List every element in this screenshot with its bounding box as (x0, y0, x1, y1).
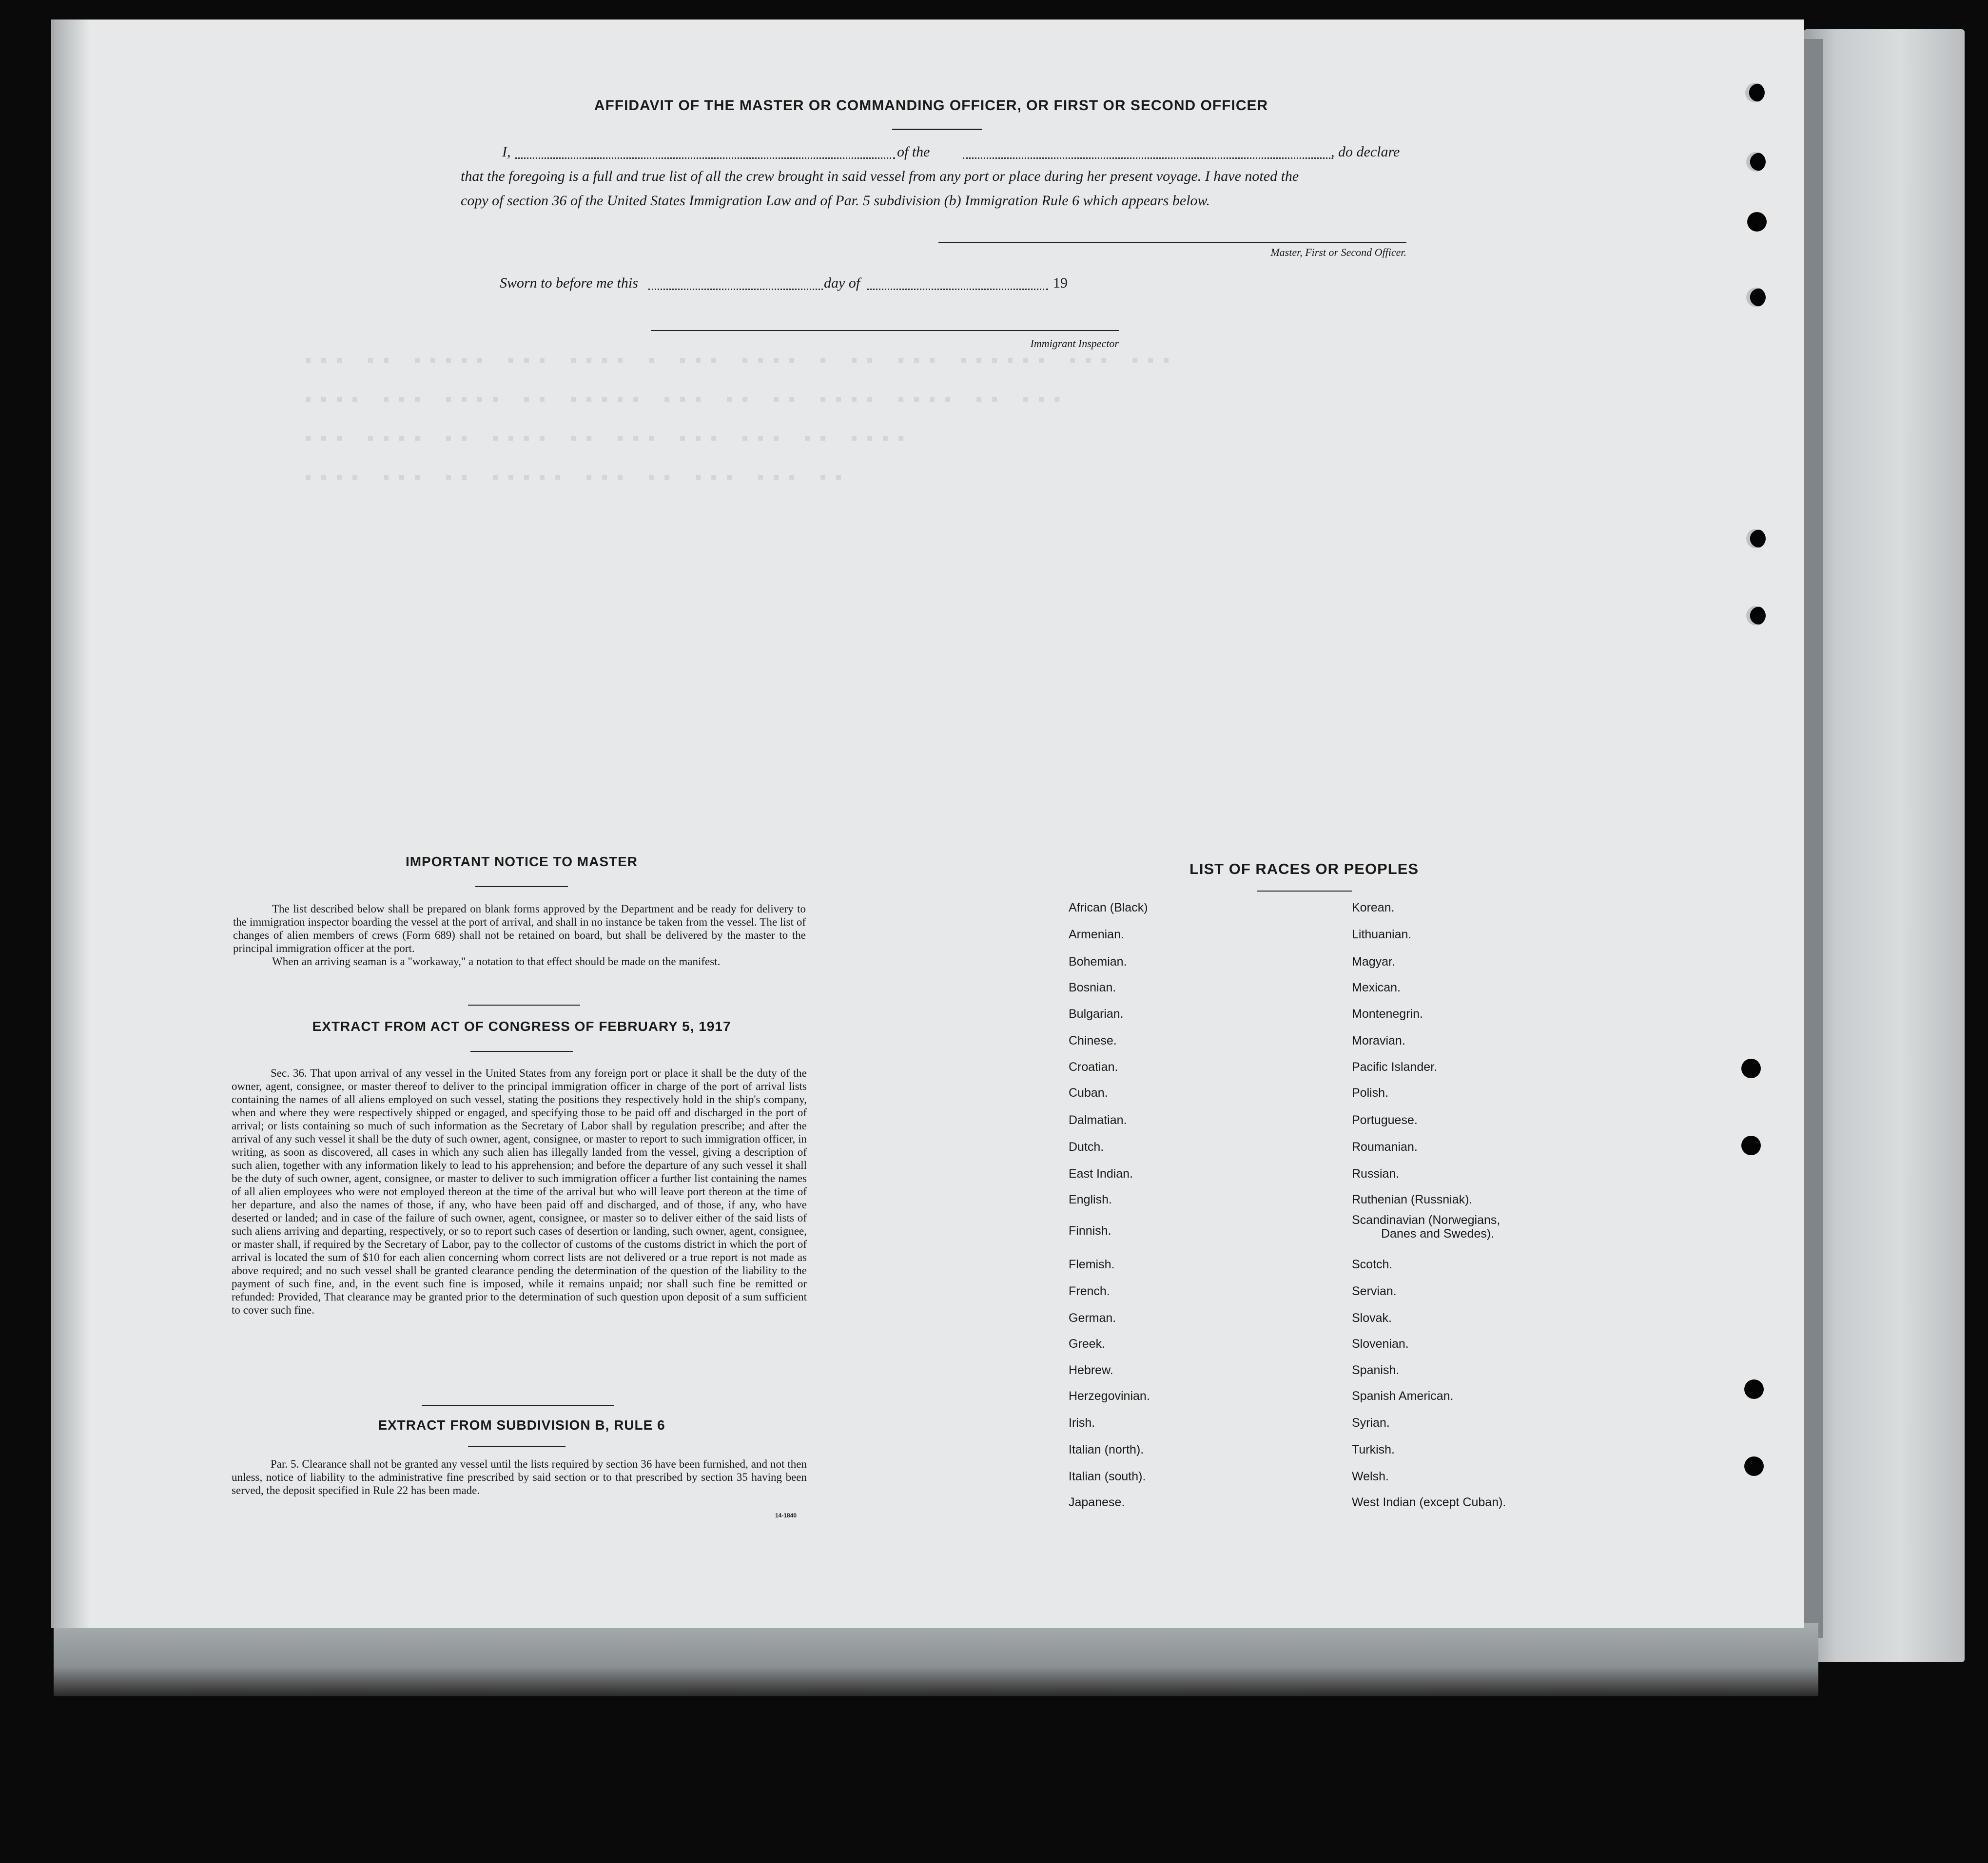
race-item: Mexican. (1352, 981, 1401, 994)
race-item-continuation: Danes and Swedes). (1381, 1227, 1495, 1241)
section-36-text: Sec. 36. That upon arrival of any vessel in the United States from any foreign port or place it shall be the duty of the owner, agent, consignee, or master thereof to deliver to the principal immigration officer in charge of the port of arrival lists containing the names of all aliens employed on such vessel, stating the positions they respectively hold in the ship's company, when and where they were respectively shipped or engaged, and specifying those to be paid off and discharged in the port of arrival; or lists containing so much of such information as the Secretary of Labor shall by regulation prescribe; and after the arrival of any such vessel it shall be the duty of such owner, agent, consignee, or master to report to such immigration officer, in writing, as soon as discovered, all cases in which any such alien has illegally landed from the vessel, giving a description of such alien, together with any information likely to lead to his apprehension; and before the departure of any such vessel it shall be the duty of such owner, agent, consignee, or master to deliver to such immigration officer a further list containing the names of all alien employees who were not employed thereon at the time of the arrival but who will leave port thereon at the time of her departure, and also the names of those, if any, who have been paid off and discharged, and of those, if any, who have deserted or landed; and in case of the failure of such owner, agent, consignee, or master so to deliver either of the said lists of such aliens arriving and departing, respectively, or so to report such cases of desertion or landing, such owner, agent, consignee, or master shall, if required by the Secretary of Labor, pay to the collector of customs of the customs district in which the port of arrival is located the sum of $10 for each alien concerning whom correct lists are not delivered or a true report is not made as above required; and no such vessel shall be granted clearance pending the determination of the question of the liability to the payment of such fine, and, in the event such fine is imposed, while it remains unpaid; nor shall such fine be remitted or refunded: Provided, That clearance may be granted prior to the determination of such question upon deposit of a sum sufficient to cover such fine. (232, 1067, 807, 1316)
bleed-through: ▪▪▪▪ ▪▪▪ ▪▪▪▪ ▪▪ ▪▪▪▪▪ ▪▪▪ ▪▪ ▪▪ ▪▪▪▪ ▪▪▪▪ ▪▪ ▪▪▪ (302, 390, 1067, 412)
race-item: Italian (north). (1069, 1443, 1144, 1456)
act-extract-title: EXTRACT FROM ACT OF CONGRESS OF FEBRUARY 5, 1917 (312, 1019, 731, 1034)
race-item: Scotch. (1352, 1258, 1393, 1271)
binder-hole (1741, 1136, 1761, 1155)
rule-extract-title: EXTRACT FROM SUBDIVISION B, RULE 6 (378, 1417, 665, 1433)
affidavit-of-the: of the (897, 144, 930, 160)
underlying-page-stack (1804, 29, 1965, 1662)
race-item: Magyar. (1352, 955, 1395, 969)
race-item: Bosnian. (1069, 981, 1116, 994)
race-item: Roumanian. (1352, 1140, 1418, 1154)
race-item: Croatian. (1069, 1060, 1118, 1074)
manifest-page (51, 19, 1804, 1628)
sworn-month-blank (867, 289, 1048, 290)
race-item: Turkish. (1352, 1443, 1395, 1456)
race-item: Greek. (1069, 1337, 1106, 1351)
races-title: LIST OF RACES OR PEOPLES (1189, 860, 1419, 877)
race-item: Dutch. (1069, 1140, 1104, 1154)
binder-hole (1744, 1379, 1764, 1399)
race-item: Scandinavian (Norwegians, (1352, 1213, 1501, 1227)
form-number: 14-1840 (775, 1512, 797, 1519)
signature-caption: Master, First or Second Officer. (1270, 246, 1406, 258)
race-item: Portuguese. (1352, 1113, 1418, 1127)
rule-extract-divider (468, 1446, 565, 1447)
binder-hole (1746, 288, 1766, 307)
binder-hole (1746, 606, 1766, 625)
race-item: Syrian. (1352, 1416, 1390, 1430)
race-item: Irish. (1069, 1416, 1095, 1430)
rule-extract-text (232, 1457, 807, 1497)
binder-hole (1741, 1059, 1761, 1078)
affidavit-title: AFFIDAVIT OF THE MASTER OR COMMANDING OFFICER, OR FIRST OR SECOND OFFICER (594, 97, 1268, 114)
race-item: Spanish American. (1352, 1389, 1454, 1403)
affidavit-i: I, (502, 144, 511, 160)
race-item: Herzegovinian. (1069, 1389, 1150, 1403)
race-item: Bulgarian. (1069, 1007, 1124, 1021)
inspector-caption: Immigrant Inspector (1030, 337, 1119, 349)
page-bottom-edge (54, 1623, 1818, 1696)
race-item: Slovak. (1352, 1311, 1392, 1325)
race-item: Ruthenian (Russniak). (1352, 1193, 1473, 1206)
race-item: Bohemian. (1069, 955, 1127, 969)
race-item: Hebrew. (1069, 1363, 1113, 1377)
binder-hole (1746, 529, 1766, 548)
race-item: East Indian. (1069, 1167, 1133, 1181)
race-item: West Indian (except Cuban). (1352, 1495, 1506, 1509)
bleed-through: ▪▪▪ ▪▪▪▪ ▪▪ ▪▪▪▪ ▪▪ ▪▪▪ ▪▪▪ ▪▪▪ ▪▪ ▪▪▪▪ (302, 429, 911, 451)
race-item: Italian (south). (1069, 1470, 1146, 1483)
race-item: Flemish. (1069, 1258, 1115, 1271)
race-item: Lithuanian. (1352, 928, 1412, 941)
title-divider (892, 129, 982, 130)
name-blank-line (515, 157, 895, 159)
races-divider (1257, 891, 1352, 892)
paragraph-5-text: Par. 5. Clearance shall not be granted any vessel until the lists required by section 36 have been furnished, and not then unless, notice of liability to the administrative fine prescribed by said section or to that prescribed by section 35 having been served, the deposit specified in Rule 22 has been made. (232, 1458, 807, 1496)
race-item: African (Black) (1069, 901, 1148, 914)
signature-line (938, 242, 1406, 243)
affidavit-do-declare: , do declare (1331, 144, 1400, 160)
notice-divider (475, 886, 568, 887)
race-item: Dalmatian. (1069, 1113, 1127, 1127)
race-item: French. (1069, 1284, 1110, 1298)
sworn-day-of: day of (824, 275, 860, 291)
race-item: Finnish. (1069, 1224, 1111, 1238)
race-item: Spanish. (1352, 1363, 1400, 1377)
notice-text (233, 902, 806, 968)
race-item: Montenegrin. (1352, 1007, 1423, 1021)
race-item: German. (1069, 1311, 1116, 1325)
act-extract-end-divider (422, 1405, 614, 1406)
sworn-label: Sworn to before me this (500, 275, 638, 291)
notice-title: IMPORTANT NOTICE TO MASTER (405, 854, 638, 869)
race-item: Servian. (1352, 1284, 1397, 1298)
binder-hole (1747, 212, 1767, 232)
bleed-through: ▪▪▪▪ ▪▪▪ ▪▪ ▪▪▪▪▪ ▪▪▪ ▪▪ ▪▪▪ ▪▪▪ ▪▪ (302, 468, 849, 490)
race-item: Slovenian. (1352, 1337, 1409, 1351)
race-item: English. (1069, 1193, 1112, 1206)
binder-hole (1746, 152, 1766, 172)
page-binding-shadow (51, 19, 90, 1628)
affidavit-line-3: copy of section 36 of the United States Immigration Law and of Par. 5 subdivision (b) Immigration Rule 6 which appears below. (461, 193, 1210, 209)
act-extract-text (232, 1067, 807, 1317)
notice-paragraph-1: The list described below shall be prepared on blank forms approved by the Department and be ready for delivery to the immigration inspector boarding the vessel at the port of arrival, and shall in no instance be taken from the vessel. The list of changes of alien members of crews (Form 689) shall not be retained on board, but shall be delivered by the master to the principal immigration officer at the port. (233, 903, 806, 954)
race-item: Cuban. (1069, 1086, 1108, 1100)
race-item: Korean. (1352, 901, 1395, 914)
notice-paragraph-2: When an arriving seaman is a "workaway," a notation to that effect should be made on the manifest. (272, 955, 721, 968)
sworn-year: 19 (1053, 275, 1068, 291)
race-item: Pacific Islander. (1352, 1060, 1438, 1074)
act-extract-divider (470, 1051, 573, 1052)
vessel-blank-line (963, 157, 1333, 159)
race-item: Chinese. (1069, 1034, 1117, 1048)
sworn-day-blank (648, 289, 823, 290)
race-item: Welsh. (1352, 1470, 1389, 1483)
affidavit-line-2: that the foregoing is a full and true list of all the crew brought in said vessel from any port or place during her present voyage. I have noted the (461, 168, 1299, 184)
notice-end-divider (468, 1005, 580, 1006)
race-item: Armenian. (1069, 928, 1124, 941)
inspector-signature-line (651, 330, 1119, 331)
race-item: Polish. (1352, 1086, 1389, 1100)
race-item: Russian. (1352, 1167, 1400, 1181)
bleed-through: ▪▪▪ ▪▪ ▪▪▪▪▪ ▪▪▪ ▪▪▪▪ ▪ ▪▪▪ ▪▪▪▪ ▪ ▪▪ ▪▪▪ ▪▪▪▪▪▪ ▪▪▪ ▪▪▪ (302, 351, 1176, 373)
binder-hole (1744, 1456, 1764, 1476)
race-item: Japanese. (1069, 1495, 1125, 1509)
binder-hole (1745, 83, 1765, 102)
race-item: Moravian. (1352, 1034, 1405, 1048)
